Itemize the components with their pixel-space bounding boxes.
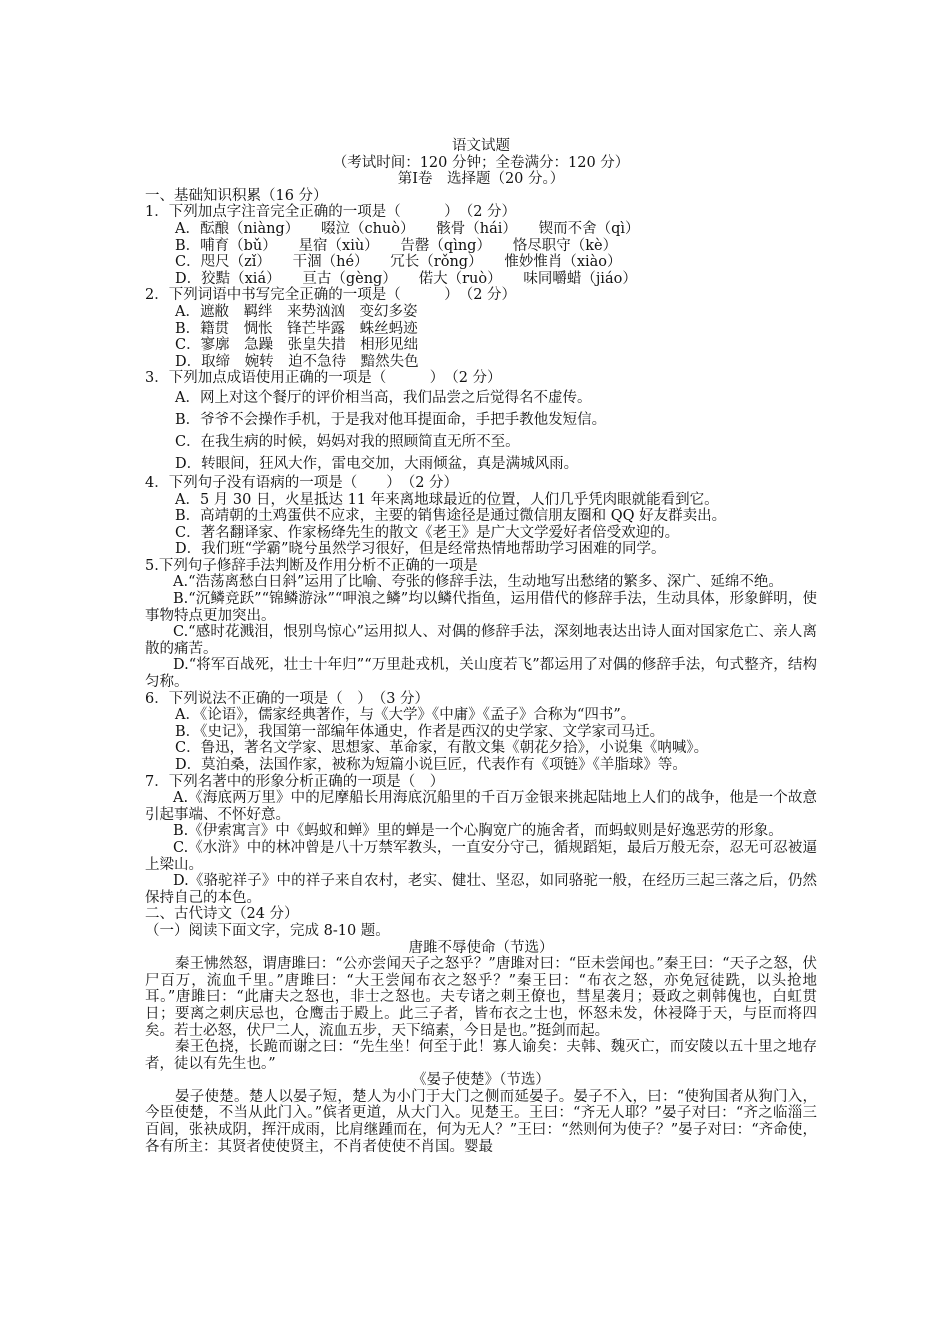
q3-option-b: B．爷爷不会操作手机，于是我对他耳提面命，手把手教他发短信。 (175, 411, 607, 428)
question-6 (145, 691, 817, 774)
q1-option-a: A．酝酿（niàng） 啜泣（chuò） 骸骨（hái） 锲而不舍（qì） (175, 220, 640, 237)
q7-stem: 7．下列名著中的形象分析正确的一项是（ ） (145, 773, 445, 790)
q1-option-d: D．狡黠（xiá） 亘古（gèng） 偌大（ruò） 味同嚼蜡（jiáo） (175, 270, 637, 287)
question-5 (145, 558, 817, 691)
q2-option-a: A．遮敝 羁绊 来势汹汹 变幻多姿 (175, 303, 418, 320)
q5-option-c: C.“感时花溅泪，恨别鸟惊心”运用拟人、对偶的修辞手法，深刻地表达出诗人面对国家危亡、亲人离散的痛苦。 (145, 624, 817, 657)
q3-option-c: C．在我生病的时候，妈妈对我的照顾简直无所不至。 (175, 433, 520, 450)
text2-paragraph-1: 晏子使楚。楚人以晏子短，楚人为小门于大门之侧而延晏子。晏子不入，曰：“使狗国者从狗门入，今臣使楚，不当从此门入。”傧者更道，从大门入。见楚王。王曰：“齐无人耶？”晏子对曰：“齐之临淄三百闾，张袂成阴，挥汗成雨，比肩继踵而在，何为无人？”王曰：“然则何为使子？”晏子对曰：“齐命使，各有所主：其贤者使使贤主，不肖者使使不肖国。婴最 (145, 1088, 817, 1155)
question-2 (145, 287, 817, 370)
q1-option-c: C．咫尺（zǐ） 干涸（hé） 冗长（rǒng） 惟妙惟肖（xiào） (175, 254, 622, 271)
q5-stem: 5.下列句子修辞手法判断及作用分析不正确的一项是 (145, 557, 478, 574)
q3-stem: 3．下列加点成语使用正确的一项是（ ） （2 分） (145, 370, 502, 387)
q6-option-c: C．鲁迅，著名文学家、思想家、革命家，有散文集《朝花夕拾》，小说集《呐喊》。 (175, 740, 709, 757)
q4-option-b: B．高靖朝的土鸡蛋供不应求，主要的销售途径是通过微信朋友圈和 QQ 好友群卖出。 (175, 508, 727, 525)
q7-option-a: A.《海底两万里》中的尼摩船长用海底沉船里的千百万金银来挑起陆地上人们的战争，他是一个故意引起事端、不怀好意。 (145, 790, 817, 823)
q3-option-a: A．网上对这个餐厅的评价相当高，我们品尝之后觉得名不虚传。 (175, 389, 592, 406)
exam-title: 语文试题 (452, 138, 510, 154)
text2-title: 《晏子使楚》（节选） (412, 1072, 550, 1089)
q7-option-b: B.《伊索寓言》中《蚂蚁和蝉》里的蝉是一个心胸宽广的施舍者，而蚂蚁则是好逸恶劳的形象。 (173, 823, 783, 840)
q6-stem: 6．下列说法不正确的一项是（ ） （3 分） (145, 690, 430, 707)
q1-stem: 1．下列加点字注音完全正确的一项是（ ） （2 分） (145, 204, 517, 221)
q6-option-d: D．莫泊桑，法国作家，被称为短篇小说巨匠，代表作有《项链》《羊脂球》等。 (175, 757, 687, 773)
q3-option-d: D．转眼间，狂风大作，雷电交加，大雨倾盆，真是满城风雨。 (175, 455, 579, 472)
q5-option-d: D.“将军百战死，壮士十年归”“万里赴戎机，关山度若飞”都运用了对偶的修辞手法，句式整齐，结构匀称。 (145, 657, 817, 691)
exam-document (145, 138, 817, 1155)
q2-option-b: B．籍贯 惆怅 锋芒毕露 蛛丝蚂迹 (175, 320, 418, 337)
section2-subheading: （一）阅读下面文字，完成 8-10 题。 (145, 922, 390, 939)
question-3 (145, 370, 817, 475)
section1-heading: 一、基础知识积累（16 分） (145, 187, 328, 204)
q2-option-c: C．寥廓 急躁 张皇失措 相形见绌 (175, 337, 419, 354)
question-4 (145, 475, 817, 558)
section2-heading: 二、古代诗文（24 分） (145, 906, 299, 923)
text1-title: 唐雎不辱使命（节选） (408, 939, 554, 956)
q4-option-d: D．我们班“学霸”晓兮虽然学习很好，但是经常热情地帮助学习困难的同学。 (175, 541, 666, 558)
q1-option-b: B．哺育（bǔ） 星宿（xiù） 告罄（qìng） 恪尽职守（kè） (175, 237, 618, 254)
q4-option-c: C．著名翻译家、作家杨绛先生的散文《老王》是广大文学爱好者倍受欢迎的。 (175, 524, 680, 541)
q2-option-d: D．取缔 婉转 迫不急待 黯然失色 (175, 353, 419, 370)
q7-option-c: C.《水浒》中的林冲曾是八十万禁军教头，一直安分守己，循规蹈矩，最后万般无奈，忍无可忍被逼上梁山。 (145, 839, 817, 873)
q5-option-b: B.“沉鳞竞跃”“锦鳞游泳”“呷浪之鳞”均以鳞代指鱼，运用借代的修辞手法，生动具体，形象鲜明，使事物特点更加突出。 (145, 591, 817, 624)
q5-option-a: A.“浩荡离愁白日斜”运用了比喻、夸张的修辞手法，生动地写出愁绪的繁多、深广、延绵不绝。 (173, 574, 783, 591)
part-heading: 第Ⅰ卷 选择题（20 分。） (397, 171, 565, 188)
exam-subtitle: （考试时间：120 分钟；全卷满分：120 分） (332, 154, 630, 171)
q4-option-a: A．5 月 30 日，火星抵达 11 年来离地球最近的位置，人们几乎凭肉眼就能看到它。 (175, 491, 719, 508)
q2-stem: 2．下列词语中书写完全正确的一项是（ ） （2 分） (145, 287, 517, 304)
q6-option-b: B．《史记》，我国第一部编年体通史，作者是西汉的史学家、文学家司马迁。 (175, 723, 665, 740)
text1-paragraph-2: 秦王色挠，长跪而谢之曰：“先生坐！何至于此！寡人谕矣：夫韩、魏灭亡，而安陵以五十里之地存者，徒以有先生也。” (145, 1039, 817, 1072)
text1-paragraph-1: 秦王怫然怒，谓唐雎曰：“公亦尝闻天子之怒乎？”唐雎对曰：“臣未尝闻也。”秦王曰：“天子之怒，伏尸百万，流血千里。”唐雎曰：“大王尝闻布衣之怒乎？”秦王曰：“布衣之怒，亦免冠徒跣，以头抢地耳。”唐雎曰：“此庸夫之怒也，非士之怒也。夫专诸之刺王僚也，彗星袭月；聂政之刺韩傀也，白虹贯日；要离之刺庆忌也，仓鹰击于殿上。此三子者，皆布衣之士也，怀怒未发，休祲降于天，与臣而将四矣。若士必怒，伏尸二人，流血五步，天下缟素，今日是也。”挺剑而起。 (145, 956, 817, 1039)
q7-option-d: D.《骆驼祥子》中的祥子来自农村，老实、健壮、坚忍，如同骆驼一般，在经历三起三落之后，仍然保持自己的本色。 (145, 873, 817, 906)
question-7 (145, 774, 817, 907)
q4-stem: 4．下列句子没有语病的一项是（ ） （2 分） (145, 474, 459, 491)
q6-option-a: A．《论语》，儒家经典著作，与《大学》《中庸》《孟子》合称为“四书”。 (175, 707, 636, 724)
question-1 (145, 204, 817, 287)
